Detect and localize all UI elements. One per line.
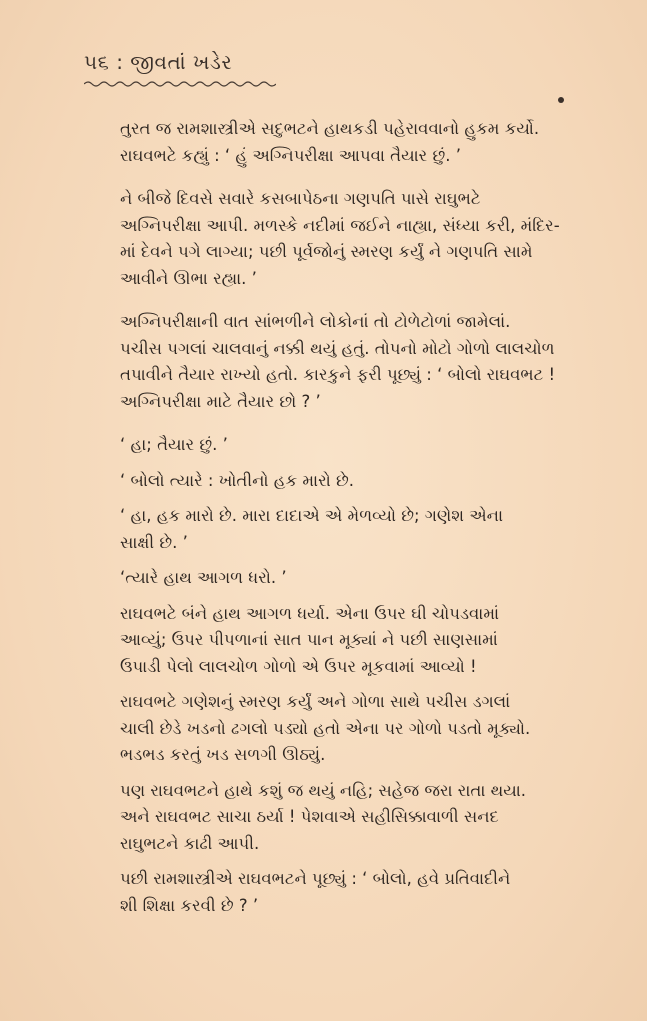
- paragraph-8: [84, 601, 614, 681]
- text-line: અગ્નિપરીક્ષા માટે તૈયાર છો ? ’: [120, 391, 321, 411]
- paragraph-2: [84, 186, 614, 292]
- text-line: તપાવીને તૈયાર રાખ્યો હતો. કારકુને ફરી પૂછ્યું : ‘ બોલો રાઘવભટ !: [120, 365, 556, 384]
- text-line: આવ્યું; ઉપર પીપળાનાં સાત પાન મૂક્યાં ને પછી સાણસામાં: [120, 630, 498, 649]
- paragraph-4: [84, 432, 614, 459]
- text-line: ‘ બોલો ત્યારે : ખોતીનો હક મારો છે.: [120, 470, 354, 490]
- text-line: ચાલી છેડે ખડનો ઢગલો પડ્યો હતો એના પર ગોળો પડતો મૂક્યો.: [120, 718, 531, 738]
- text-line: ઉપાડી પેલો લાલચોળ ગોળો એ ઉપર મૂકવામાં આવ્યો !: [120, 656, 477, 676]
- text-line: રાઘવભટે કહ્યું : ‘ હું અગ્નિપરીક્ષા આપવા તૈયાર છું. ’: [120, 145, 461, 165]
- text-line: ભડભડ કરતું ખડ સળગી ઊઠ્યું.: [120, 745, 326, 764]
- text-line: તુરત જ રામશાસ્ત્રીએ સદુભટને હાથકડી પહેરાવવાનો હુકમ કર્યો.: [120, 119, 540, 138]
- text-line: માં દેવને પગે લાગ્યા; પછી પૂર્વજોનું સ્મરણ કર્યું ને ગણપતિ સામે: [120, 242, 533, 261]
- text-line: રાઘવભટે ગણેશનું સ્મરણ કર્યું અને ગોળા સાથે પચીસ ડગલાં: [120, 692, 511, 711]
- text-line: ‘ હા, હક મારો છે. મારા દાદાએ એ મેળવ્યો છે; ગણેશ એના: [120, 506, 503, 525]
- paragraph-11: [84, 866, 614, 919]
- paragraph-6: [84, 503, 614, 556]
- paragraph-7: [84, 565, 614, 592]
- text-line: ‘ત્યારે હાથ આગળ ધરો. ’: [120, 568, 287, 587]
- ink-dot: [558, 97, 564, 103]
- text-line: રાઘવભટે બંને હાથ આગળ ધર્યા. એના ઉપર ઘી ચોપડવામાં: [120, 603, 500, 623]
- paragraph-1: [84, 116, 614, 169]
- text-line: અગ્નિપરીક્ષા આપી. મળસ્કે નદીમાં જઈને નાહ્યા, સંધ્યા કરી, મંદિર-: [120, 215, 560, 235]
- body-text: [84, 116, 614, 928]
- text-line: અને રાઘવભટ સાચા ઠર્યા ! પેશવાએ સહીસિક્કાવાળી સનદ: [120, 807, 499, 826]
- text-line: ને બીજે દિવસે સવારે કસબાપેઠના ગણપતિ પાસે રાઘુભટે: [120, 189, 481, 208]
- text-line: સાક્ષી છે. ’: [120, 532, 188, 552]
- paragraph-5: [84, 468, 614, 495]
- text-line: પણ રાઘવભટને હાથે કશું જ થયું નહિ; સહેજ જરા રાતા થયા.: [120, 780, 527, 800]
- text-line: પછી રામશાસ્ત્રીએ રાઘવભટને પૂછ્યું : ‘ બોલો, હવે પ્રતિવાદીને: [120, 869, 511, 888]
- paragraph-9: [84, 689, 614, 769]
- text-line: રાઘુભટને કાઢી આપી.: [120, 833, 260, 853]
- text-line: અગ્નિપરીક્ષાની વાત સાંભળીને લોકોનાં તો ટોળેટોળાં જામેલાં.: [120, 312, 511, 331]
- chapter-header: ૫૬ : જીવતાં ખડેર: [84, 50, 233, 74]
- paragraph-10: [84, 778, 614, 858]
- text-line: શી શિક્ષા કરવી છે ? ’: [120, 895, 259, 915]
- text-line: આવીને ઊભા રહ્યા. ’: [120, 268, 257, 288]
- text-line: ‘ હા; તૈયાર છું. ’: [120, 435, 228, 454]
- paragraph-3: [84, 309, 614, 415]
- text-line: પચીસ પગલાં ચાલવાનું નક્કી થયું હતું. તોપનો મોટો ગોળો લાલચોળ: [120, 338, 555, 358]
- header-wavy-rule: [84, 80, 276, 88]
